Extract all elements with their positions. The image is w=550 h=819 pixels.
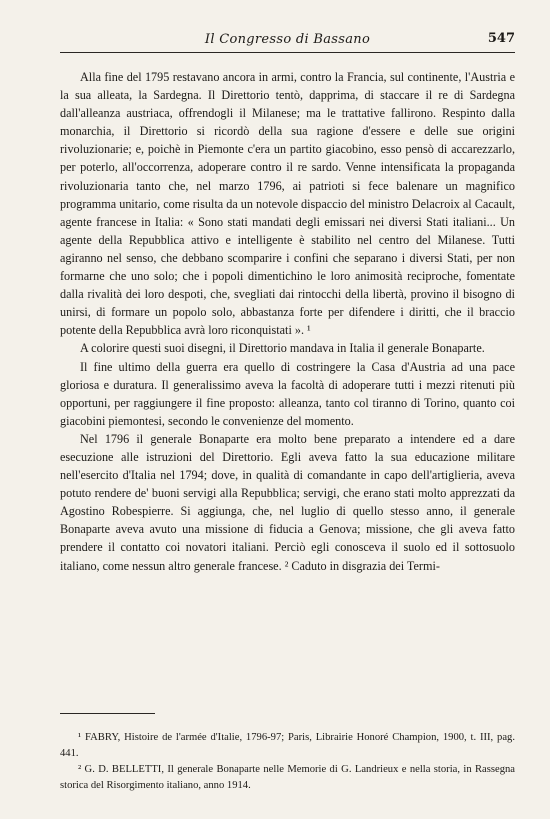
paragraph: Il fine ultimo della guerra era quello di costringere la Casa d'Austria ad una pace gloriosa e duratura. Il generalissimo aveva la facoltà di adoperare tutti i mezzi ritenuti più opportuni, per raggiungere il fine proposto: alleanza, tanto col tiranno di Torino, quanto coi giacobini piemontesi, secondo le convenienze del momento. <box>60 359 515 428</box>
footnote: ² G. D. BELLETTI, Il generale Bonaparte nelle Memorie di G. Landrieux e nella storia, in Rassegna storica del Risorgimento italiano, anno 1914. <box>60 764 515 791</box>
footnote: ¹ FABRY, Histoire de l'armée d'Italie, 1796-97; Paris, Librairie Honoré Champion, 1900, t. III, pag. 441. <box>60 732 515 759</box>
footnote-divider <box>60 713 155 714</box>
running-title: Il Congresso di Bassano <box>204 32 371 47</box>
page-header <box>60 30 515 53</box>
footnotes <box>60 730 515 794</box>
paragraph: Nel 1796 il generale Bonaparte era molto bene preparato a intendere ed a dare esecuzione alle istruzioni del Direttorio. Egli aveva fatto la sua educazione militare nell'esercito d'Italia nel 1794; dove, in qualità di comandante in capo dell'artiglieria, aveva potuto rendere de' buoni servigi alla Repubblica; servigi, che erano stati molto apprezzati da Agostino Robespierre. Si aggiunga, che, nel luglio di quello stesso anno, il generale Bonaparte aveva avuto una missione di fiducia a Genova; missione, che gli aveva fatto prendere il contatto coi novatori italiani. Perciò egli conosceva il suolo ed il sottosuolo italiano, come nessun altro generale francese. ² Caduto in disgrazia dei Termi- <box>60 431 515 573</box>
paragraph: Alla fine del 1795 restavano ancora in armi, contro la Francia, sul continente, l'Austria e la sua alleata, la Sardegna. Il Direttorio tentò, dapprima, di staccare il re di Sardegna dall'alleanza austriaca, offrendogli il Milanese; ma le trattative fallirono. Respinto dalla monarchia, il Direttorio si ricordò della sua ragione d'essere e delle sue origini rivoluzionarie; e, poichè in Piemonte c'era un partito giacobino, esso pensò di accarezzarlo, per poterlo, all'occorrenza, adoperare contro il re sardo. Venne intensificata la propaganda rivoluzionaria tanto che, nel marzo 1796, ai patrioti si fece balenare un magnifico programma unitario, come risulta da un notevole dispaccio del ministro Delacroix al Cacault, agente francese in Italia: « Sono stati mandati degli emissari nei diversi Stati italiani... Un agente della Repubblica attivo e intelligente è stabilito nel centro del Milanese. Tutti agiranno nel senso, che debbano scomparire i confini che separano i diversi Stati, per non formarne che uno solo; che i popoli dimentichino le loro animosità reciproche, fomentate dalla rivalità dei loro despoti, che, svegliati dai rintocchi della libertà, provino il bisogno di unirsi, di formare un popolo solo, abbastanza forte per difendere i diritti, che il braccio potente della Repubblica avrà loro riconquistati ». ¹ <box>60 70 515 338</box>
page-number: 547 <box>487 31 515 46</box>
body-text <box>60 68 515 575</box>
paragraph: A colorire questi suoi disegni, il Direttorio mandava in Italia il generale Bonaparte. <box>80 341 485 356</box>
